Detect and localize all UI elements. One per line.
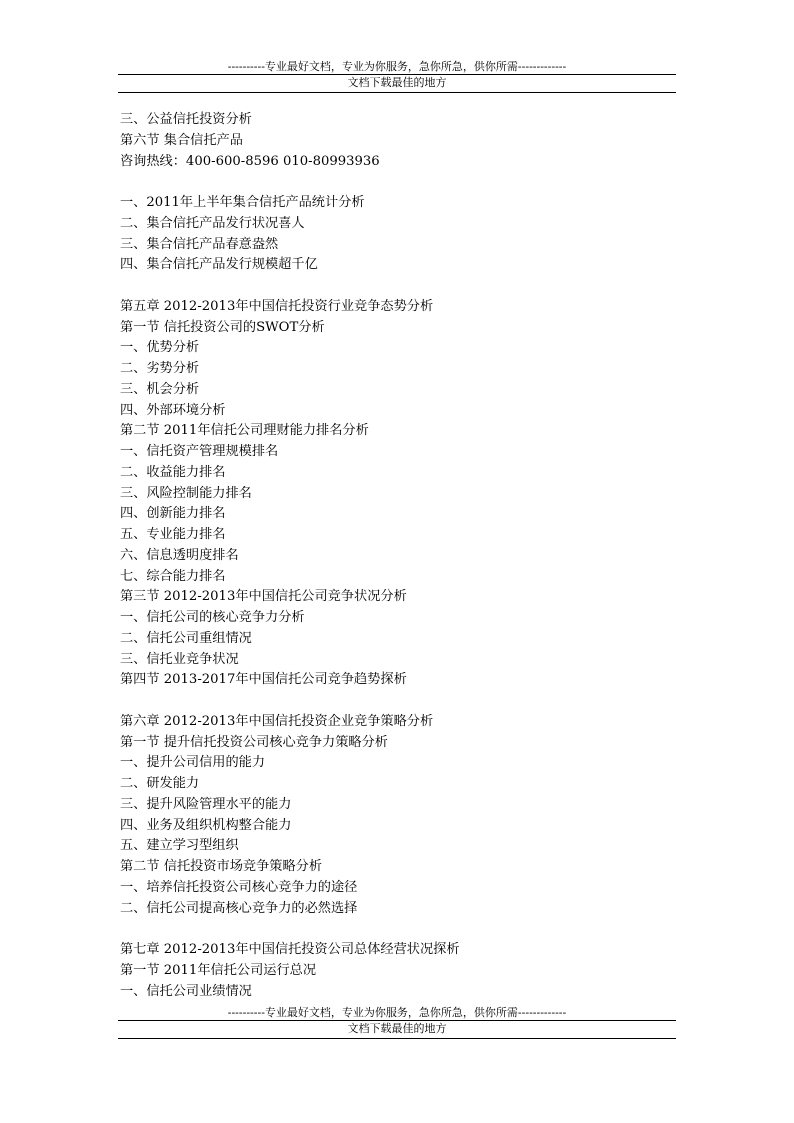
page-footer	[118, 1006, 676, 1039]
toc-line: 四、外部环境分析	[120, 402, 226, 418]
footer-subtitle: 文档下载最佳的地方	[118, 1021, 676, 1039]
toc-line: 第一节 信托投资公司的SWOT分析	[120, 319, 325, 335]
toc-line: 第六节 集合信托产品	[120, 132, 243, 148]
footer-tagline: ----------专业最好文档，专业为你服务，急你所急，供你所需-------------	[118, 1006, 676, 1021]
toc-line: 七、综合能力排名	[120, 568, 226, 584]
toc-line: 三、公益信托投资分析	[120, 112, 252, 127]
toc-line: 三、风险控制能力排名	[120, 485, 252, 501]
toc-line: 三、信托业竞争状况	[120, 651, 239, 667]
header-subtitle: 文档下载最佳的地方	[118, 75, 676, 93]
blank-line	[120, 172, 680, 193]
blank-line	[120, 691, 680, 712]
blank-line	[120, 276, 680, 297]
toc-line: 一、信托公司业绩情况	[120, 983, 252, 999]
toc-line: 三、提升风险管理水平的能力	[120, 796, 292, 812]
toc-line: 第三节 2012-2013年中国信托公司竞争状况分析	[120, 589, 407, 605]
toc-line: 三、集合信托产品春意盎然	[120, 236, 279, 252]
toc-line: 二、劣势分析	[120, 361, 200, 376]
toc-line: 第六章 2012-2013年中国信托投资企业竞争策略分析	[120, 713, 434, 729]
blank-line	[120, 919, 680, 940]
page-header	[118, 60, 676, 93]
toc-line: 六、信息透明度排名	[120, 547, 239, 563]
toc-line: 第二节 2011年信托公司理财能力排名分析	[120, 423, 369, 439]
toc-line: 四、集合信托产品发行规模超千亿	[120, 257, 318, 273]
toc-line: 第一节 2011年信托公司运行总况	[120, 962, 317, 978]
toc-line: 一、提升公司信用的能力	[120, 755, 266, 771]
toc-line: 二、收益能力排名	[120, 464, 226, 480]
toc-line: 四、业务及组织机构整合能力	[120, 817, 292, 833]
toc-line: 二、集合信托产品发行状况喜人	[120, 215, 305, 231]
toc-line: 五、专业能力排名	[120, 527, 226, 542]
toc-line: 一、信托资产管理规模排名	[120, 444, 279, 459]
toc-line: 二、信托公司提高核心竞争力的必然选择	[120, 900, 358, 916]
toc-line: 第七章 2012-2013年中国信托投资公司总体经营状况探析	[120, 942, 460, 957]
toc-line: 第四节 2013-2017年中国信托公司竞争趋势探析	[120, 672, 407, 688]
toc-line: 五、建立学习型组织	[120, 838, 239, 854]
toc-line: 第一节 提升信托投资公司核心竞争力策略分析	[120, 734, 388, 750]
toc-line: 第五章 2012-2013年中国信托投资行业竞争态势分析	[120, 298, 434, 314]
toc-line: 第二节 信托投资市场竞争策略分析	[120, 859, 323, 874]
toc-line: 四、创新能力排名	[120, 506, 226, 522]
header-tagline: ----------专业最好文档，专业为你服务，急你所急，供你所需-------------	[118, 60, 676, 75]
toc-line: 咨询热线：400-600-8596 010-80993936	[120, 153, 380, 169]
toc-line: 二、研发能力	[120, 776, 200, 791]
toc-line: 二、信托公司重组情况	[120, 630, 252, 646]
toc-line: 一、培养信托投资公司核心竞争力的途径	[120, 879, 358, 895]
document-body	[120, 110, 680, 1002]
toc-line: 一、优势分析	[120, 340, 200, 356]
toc-line: 一、2011年上半年集合信托产品统计分析	[120, 195, 365, 210]
toc-line: 一、信托公司的核心竞争力分析	[120, 610, 305, 625]
toc-line: 三、机会分析	[120, 381, 200, 397]
